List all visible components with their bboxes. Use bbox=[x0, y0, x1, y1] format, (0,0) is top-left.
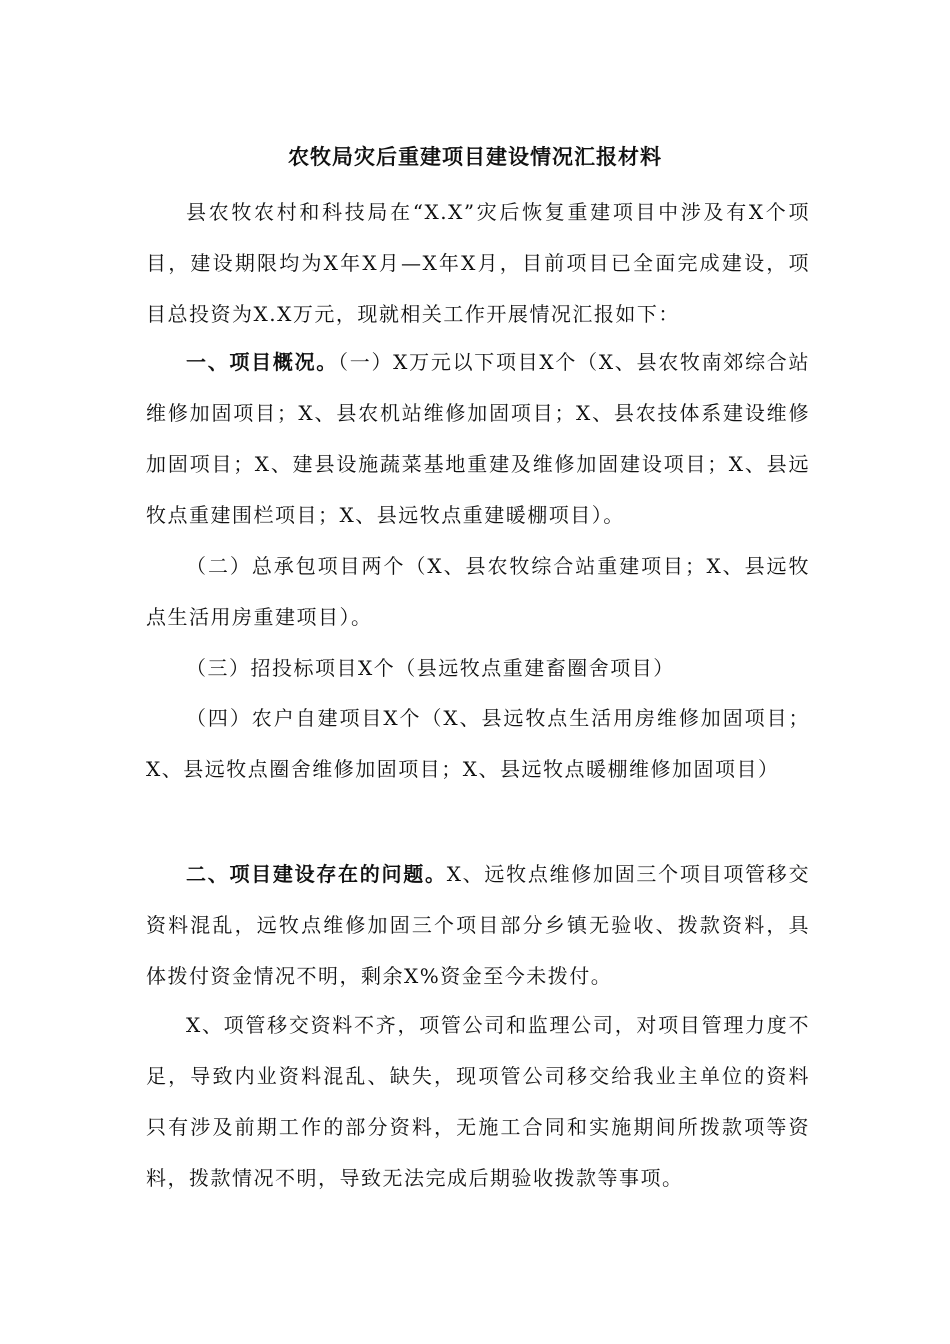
paragraph-general-contract: （二）总承包项目两个（X、县农牧综合站重建项目；X、县远牧点生活用房重建项目）。 bbox=[146, 554, 810, 629]
paragraph-problems-body: X、远牧点维修加固三个项目项管移交资料混乱，远牧点维修加固三个项目部分乡镇无验收、拨款资料，具体拨付资金情况不明，剩余X%资金至今未拨付。 bbox=[146, 862, 810, 988]
section-heading-overview: 一、项目概况。 bbox=[186, 350, 339, 374]
section-heading-problems: 二、项目建设存在的问题。 bbox=[186, 862, 447, 886]
document-title: 农牧局灾后重建项目建设情况汇报材料 bbox=[288, 144, 662, 169]
paragraph-handover-issues: X、项管移交资料不齐，项管公司和监理公司，对项目管理力度不足，导致内业资料混乱、缺失，现项管公司移交给我业主单位的资料只有涉及前期工作的部分资料，无施工合同和实施期间所拨款项等资料，拨款情况不明，导致无法完成后期验收拨款等事项。 bbox=[146, 1013, 810, 1190]
paragraph-tender-projects: （三）招投标项目X个（县远牧点重建畜圈舍项目） bbox=[186, 656, 675, 680]
paragraph-overview-body: （一）X万元以下项目X个（X、县农牧南郊综合站维修加固项目；X、县农机站维修加固项目；X、县农技体系建设维修加固项目；X、建县设施蔬菜基地重建及维修加固建设项目；X、县远牧点重建围栏项目；X、县远牧点重建暖棚项目）。 bbox=[146, 350, 811, 527]
paragraph-self-built-projects: （四）农户自建项目X个（X、县远牧点生活用房维修加固项目；X、县远牧点圈舍维修加固项目；X、县远牧点暖棚维修加固项目） bbox=[146, 706, 810, 781]
paragraph-problems bbox=[146, 849, 810, 1002]
paragraph-project-overview bbox=[146, 337, 810, 541]
paragraph-intro: 县农牧农村和科技局在“X.X”灾后恢复重建项目中涉及有X个项目，建设期限均为X年X月—X年X月，目前项目已全面完成建设，项目总投资为X.X万元，现就相关工作开展情况汇报如下： bbox=[146, 200, 810, 326]
